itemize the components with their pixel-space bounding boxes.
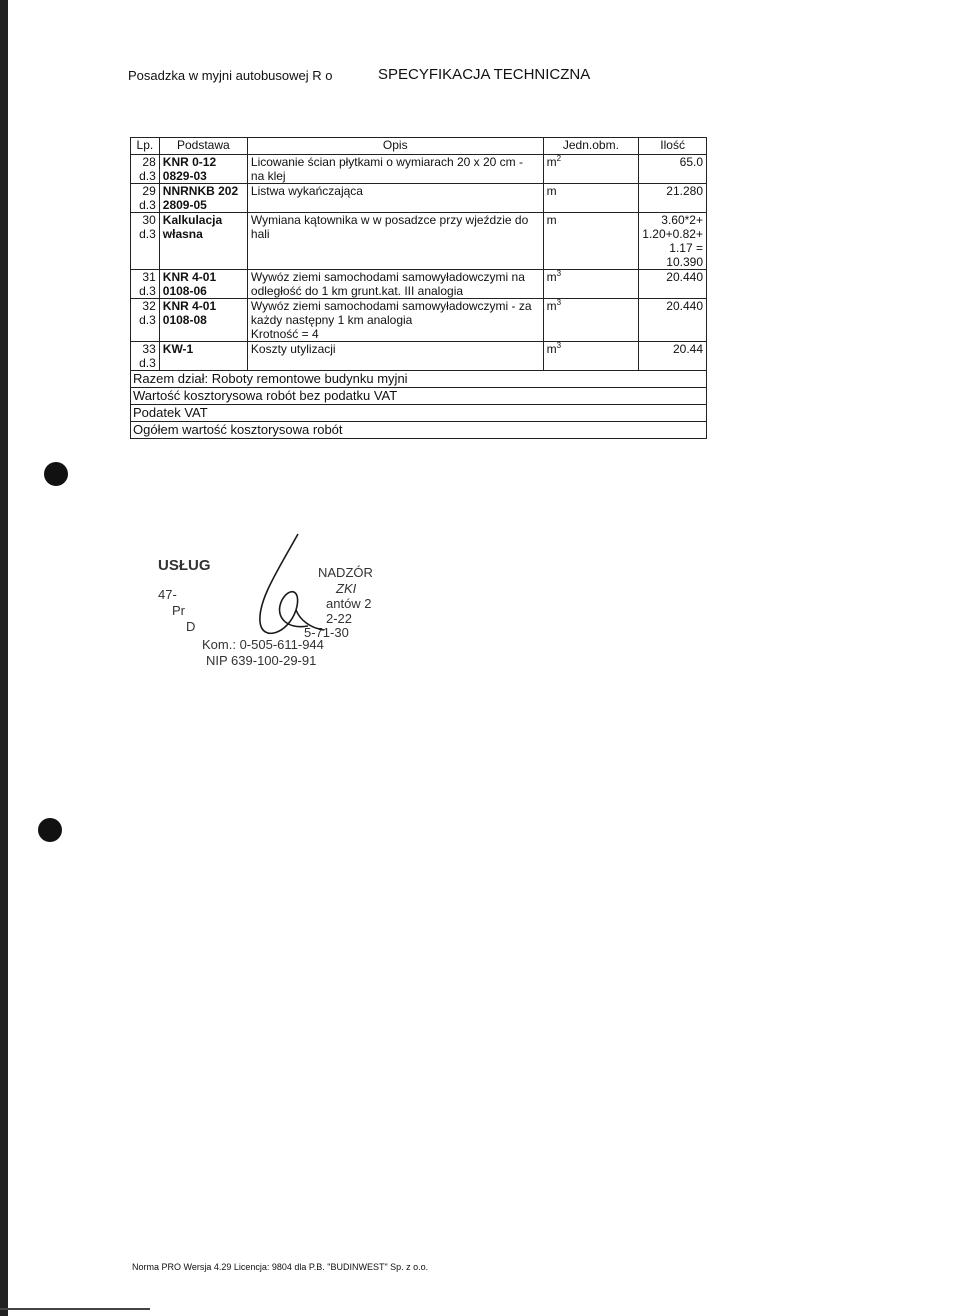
table-body xyxy=(131,155,707,371)
row-lp: 30 d.3 xyxy=(131,213,160,270)
unit-base: m xyxy=(546,184,557,198)
row-lp: 29 d.3 xyxy=(131,184,160,213)
table-row xyxy=(131,213,707,270)
col-unit: Jedn.obm. xyxy=(543,138,639,155)
scan-artifact-line xyxy=(0,1308,150,1310)
stamp-line: Kom.: 0-505-611-944 xyxy=(202,637,324,652)
summary-section-total: Razem dział: Roboty remontowe budynku myjni xyxy=(131,371,707,388)
col-description: Opis xyxy=(247,138,543,155)
unit-base: m xyxy=(546,299,557,313)
table-row xyxy=(131,342,707,371)
col-lp: Lp. xyxy=(131,138,160,155)
row-unit xyxy=(543,299,639,342)
summary-total: Ogółem wartość kosztorysowa robót xyxy=(131,422,707,439)
row-unit xyxy=(543,342,639,371)
stamp-line: antów 2 xyxy=(326,596,372,611)
document-title: Posadzka w myjni autobusowej R o xyxy=(128,68,333,83)
row-quantity: 21.280 xyxy=(639,184,707,213)
row-unit xyxy=(543,155,639,184)
row-quantity: 20.44 xyxy=(639,342,707,371)
handwritten-signature xyxy=(238,530,328,650)
specification-heading: SPECYFIKACJA TECHNICZNA xyxy=(378,66,591,83)
unit-base: m xyxy=(546,270,557,284)
stamp-line: USŁUG xyxy=(158,557,211,574)
row-quantity: 20.440 xyxy=(639,299,707,342)
summary-vat: Podatek VAT xyxy=(131,405,707,422)
row-basis: NNRNKB 202 2809-05 xyxy=(159,184,247,213)
row-description: Wywóz ziemi samochodami samowyładowczymi - za każdy następny 1 km analogia Krotność = 4 xyxy=(247,299,543,342)
unit-base: m xyxy=(546,342,557,356)
stamp-line: 5-71-30 xyxy=(304,625,349,640)
row-unit xyxy=(543,270,639,299)
footer-license: Norma PRO Wersja 4.29 Licencja: 9804 dla P.B. "BUDINWEST" Sp. z o.o. xyxy=(132,1262,429,1272)
row-basis: KW-1 xyxy=(159,342,247,371)
row-lp: 31 d.3 xyxy=(131,270,160,299)
unit-exponent: 3 xyxy=(556,269,562,278)
row-description: Wymiana kątownika w w posadzce przy wjeździe do hali xyxy=(247,213,543,270)
summary-row xyxy=(131,405,707,422)
row-description: Wywóz ziemi samochodami samowyładowczymi na odległość do 1 km grunt.kat. III analogia xyxy=(247,270,543,299)
row-quantity: 20.440 xyxy=(639,270,707,299)
punch-hole xyxy=(38,818,62,842)
summary-section xyxy=(131,371,707,439)
punch-hole xyxy=(44,462,68,486)
col-quantity: Ilość xyxy=(639,138,707,155)
row-lp: 32 d.3 xyxy=(131,299,160,342)
table-row xyxy=(131,184,707,213)
stamp-line: Pr xyxy=(172,603,185,618)
row-basis: KNR 0-12 0829-03 xyxy=(159,155,247,184)
unit-exponent: 3 xyxy=(556,341,562,350)
stamp-line: NADZÓR xyxy=(318,565,373,580)
row-quantity: 3.60*2+ 1.20+0.82+ 1.17 = 10.390 xyxy=(639,213,707,270)
summary-row xyxy=(131,388,707,405)
row-basis: Kalkulacja własna xyxy=(159,213,247,270)
row-description: Listwa wykańczająca xyxy=(247,184,543,213)
row-description: Koszty utylizacji xyxy=(247,342,543,371)
stamp-line: 2-22 xyxy=(326,611,353,626)
table-row xyxy=(131,155,707,184)
row-basis: KNR 4-01 0108-08 xyxy=(159,299,247,342)
scan-edge xyxy=(0,0,8,1316)
row-unit xyxy=(543,184,639,213)
summary-row xyxy=(131,422,707,439)
unit-exponent: 2 xyxy=(556,154,562,163)
unit-base: m xyxy=(546,155,557,169)
stamp-line: 47- xyxy=(158,587,177,602)
col-basis: Podstawa xyxy=(159,138,247,155)
table-row xyxy=(131,270,707,299)
stamp-line: D xyxy=(186,619,196,634)
summary-row xyxy=(131,371,707,388)
row-basis: KNR 4-01 0108-06 xyxy=(159,270,247,299)
row-quantity: 65.0 xyxy=(639,155,707,184)
unit-exponent: 3 xyxy=(556,298,562,307)
stamp-line: ZKI xyxy=(336,581,357,596)
specification-table xyxy=(130,137,707,439)
table-row xyxy=(131,299,707,342)
summary-value-net: Wartość kosztorysowa robót bez podatku VAT xyxy=(131,388,707,405)
stamp-line: NIP 639-100-29-91 xyxy=(206,653,317,668)
row-lp: 33 d.3 xyxy=(131,342,160,371)
row-unit xyxy=(543,213,639,270)
row-lp: 28 d.3 xyxy=(131,155,160,184)
table-header-row xyxy=(131,138,707,155)
row-description: Licowanie ścian płytkami o wymiarach 20 x 20 cm - na klej xyxy=(247,155,543,184)
unit-base: m xyxy=(546,213,557,227)
